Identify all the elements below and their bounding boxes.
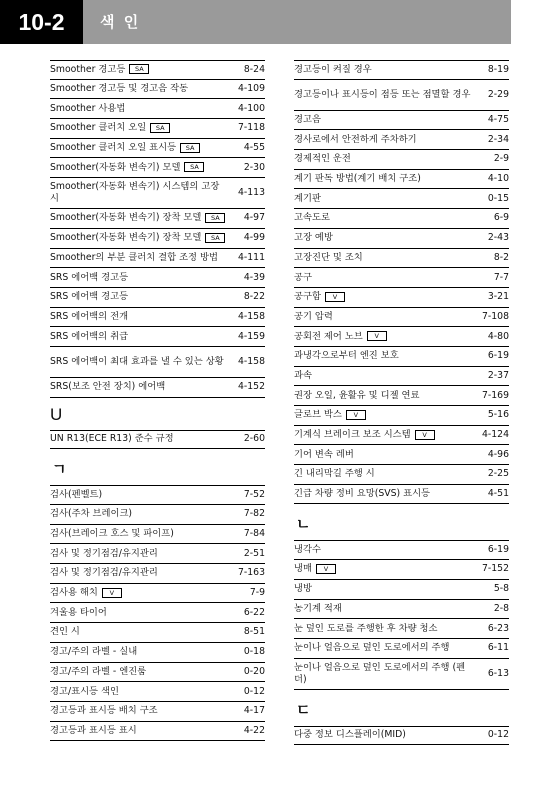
index-entry-page: 4-152 <box>237 381 265 393</box>
index-entry-text: 기계식 브레이크 보조 시스템 <box>294 429 411 441</box>
index-entry-page: 2-51 <box>243 547 265 559</box>
index-entry-text: SRS 에어백 경고등 <box>50 271 129 283</box>
index-entry <box>294 406 509 426</box>
index-column-left <box>50 60 265 741</box>
index-entry <box>50 99 265 119</box>
index-entry-page: 6-22 <box>243 606 265 618</box>
index-entry-text: 글로브 박스 <box>294 409 342 421</box>
index-entry-label <box>50 626 238 638</box>
index-entry-page: 4-99 <box>243 232 265 244</box>
model-tag-badge: V <box>102 588 122 598</box>
index-entry <box>294 150 509 170</box>
index-entry <box>294 327 509 347</box>
index-entry <box>294 600 509 620</box>
index-entry <box>50 702 265 722</box>
index-entry-text: 권장 오일, 윤활유 및 디젤 연료 <box>294 389 420 401</box>
index-entry-page: 2-30 <box>243 161 265 173</box>
index-entry-text: Smoother 경고등 및 경고음 작동 <box>50 83 189 95</box>
index-entry <box>50 378 265 398</box>
index-entry-label <box>294 272 488 284</box>
index-entry-label <box>50 212 238 224</box>
model-tag-badge: SA <box>129 64 149 74</box>
index-entry-page: 7-7 <box>493 271 509 283</box>
index-group <box>294 726 509 746</box>
index-entry-page: 4-159 <box>237 330 265 342</box>
model-tag-badge: V <box>415 430 435 440</box>
index-entry-page: 8-2 <box>493 251 509 263</box>
index-entry <box>294 560 509 580</box>
index-entry-label <box>50 705 238 717</box>
index-entry-text: Smoother 클러치 오일 <box>50 122 147 134</box>
index-entry <box>294 639 509 659</box>
index-entry-label <box>294 114 482 126</box>
index-entry-label <box>294 212 488 224</box>
index-entry-page: 6-19 <box>487 350 509 362</box>
index-entry-label <box>294 193 482 205</box>
model-tag-badge: SA <box>184 162 204 172</box>
index-entry-label <box>294 311 476 323</box>
index-entry-label <box>50 567 232 579</box>
index-entry-label <box>294 729 482 741</box>
index-entry <box>50 229 265 249</box>
index-entry-text: 농기계 적재 <box>294 602 342 614</box>
index-entry-label <box>50 686 238 698</box>
index-entry <box>50 158 265 178</box>
index-group <box>50 485 265 741</box>
page-title: 색 인 <box>100 13 141 31</box>
index-entry-text: Smoother(자동화 변속기) 장착 모델 <box>50 212 202 224</box>
index-entry-page: 4-111 <box>237 251 265 263</box>
index-entry-page: 8-19 <box>487 63 509 75</box>
model-tag-badge: SA <box>150 123 170 133</box>
index-entry <box>294 170 509 190</box>
index-entry-text: 냉매 <box>294 563 312 575</box>
index-entry-page: 4-51 <box>487 488 509 500</box>
index-entry-label <box>50 331 232 343</box>
index-entry <box>294 619 509 639</box>
index-entry <box>294 209 509 229</box>
index-entry-text: 눈이나 얼음으로 덮인 도로에서의 주행 (펜더) <box>294 661 466 685</box>
index-entry-label <box>294 449 482 461</box>
index-entry <box>294 249 509 269</box>
index-entry <box>294 386 509 406</box>
index-entry-label <box>294 603 488 615</box>
index-entry-label <box>294 350 482 362</box>
index-entry <box>294 130 509 150</box>
page-number: 10-2 <box>0 0 83 44</box>
index-entry-page: 4-158 <box>237 310 265 322</box>
index-entry-text: 검사(브레이크 호스 및 파이프) <box>50 528 174 540</box>
index-entry-text: 공구 <box>294 271 312 283</box>
index-entry-label <box>50 356 232 368</box>
model-tag-badge: SA <box>180 143 200 153</box>
index-entry-text: 경고/주의 라벨 - 실내 <box>50 646 138 658</box>
section-heading-nieun: ㄴ <box>296 516 311 534</box>
index-entry <box>50 288 265 308</box>
index-entry-label <box>294 642 482 654</box>
index-entry-text: UN R13(ECE R13) 준수 규정 <box>50 433 174 445</box>
index-entry <box>294 659 509 690</box>
index-entry-label <box>294 64 482 76</box>
index-entry-text: Smoother(자동화 변속기) 모델 <box>50 161 181 173</box>
index-entry-page: 2-37 <box>487 369 509 381</box>
index-entry <box>50 603 265 623</box>
index-group <box>294 540 509 689</box>
index-entry-text: 과냉각으로부터 엔진 보호 <box>294 350 399 362</box>
index-entry-label <box>50 252 232 264</box>
index-entry-page: 6-9 <box>493 212 509 224</box>
index-entry-label <box>294 583 488 595</box>
index-entry-text: 경고음 <box>294 114 321 126</box>
index-entry <box>294 80 509 111</box>
index-entry-page: 4-124 <box>481 429 509 441</box>
index-entry-text: 눈이나 얼음으로 덮인 도로에서의 주행 <box>294 642 450 654</box>
index-entry <box>50 60 265 80</box>
index-entry-label <box>50 291 238 303</box>
index-entry-page: 4-100 <box>237 102 265 114</box>
index-entry-page: 0-20 <box>243 665 265 677</box>
index-entry-text: 냉방 <box>294 583 312 595</box>
index-entry-label <box>50 181 232 205</box>
index-entry-text: Smoother의 부분 클러치 결합 조정 방법 <box>50 251 218 263</box>
index-entry-page: 5-16 <box>487 409 509 421</box>
index-entry <box>50 722 265 742</box>
index-entry-text: 고속도로 <box>294 212 330 224</box>
index-entry-label <box>50 725 238 737</box>
index-entry-page: 2-29 <box>487 88 509 100</box>
index-entry-text: 경제적인 운전 <box>294 153 351 165</box>
index-entry-page: 4-75 <box>487 114 509 126</box>
index-entry-page: 4-39 <box>243 271 265 283</box>
index-entry-text: SRS(보조 안전 장치) 에어백 <box>50 381 166 393</box>
index-entry-text: SRS 에어백의 취급 <box>50 330 129 342</box>
index-entry-label <box>50 103 232 115</box>
index-entry-page: 0-12 <box>487 729 509 741</box>
index-entry-text: 냉각수 <box>294 544 321 556</box>
index-entry-page: 4-96 <box>487 448 509 460</box>
index-entry <box>50 505 265 525</box>
index-entry-text: 경고등이 켜질 경우 <box>294 63 372 75</box>
index-entry-page: 2-60 <box>243 433 265 445</box>
index-entry <box>294 229 509 249</box>
index-entry-text: 경고/주의 라벨 - 엔진룸 <box>50 665 147 677</box>
index-entry-page: 6-13 <box>487 667 509 679</box>
index-entry-text: 공회전 제어 노브 <box>294 330 363 342</box>
index-entry-label <box>50 548 238 560</box>
index-entry-text: Smoother 클러치 오일 표시등 <box>50 142 177 154</box>
index-entry <box>50 80 265 100</box>
index-entry-page: 7-118 <box>237 122 265 134</box>
index-entry-page: 4-22 <box>243 724 265 736</box>
index-entry-page: 7-152 <box>481 563 509 575</box>
index-entry-text: 검사(주차 브레이크) <box>50 508 133 520</box>
index-entry-label <box>294 370 482 382</box>
index-entry-label <box>294 173 482 185</box>
index-entry-text: Smoother 사용법 <box>50 102 126 114</box>
index-entry-label <box>294 662 482 686</box>
index-entry-page: 3-21 <box>487 291 509 303</box>
index-entry-label <box>294 409 482 421</box>
index-entry <box>50 209 265 229</box>
index-entry-text: 검사용 해치 <box>50 587 98 599</box>
index-entry-label <box>294 429 476 441</box>
index-entry <box>50 584 265 604</box>
index-entry <box>294 60 509 80</box>
index-entry-page: 7-52 <box>243 489 265 501</box>
index-entry-label <box>294 153 488 165</box>
index-entry-page: 6-19 <box>487 544 509 556</box>
index-entry-label <box>294 623 482 635</box>
index-entry-label <box>294 252 488 264</box>
index-group <box>294 60 509 504</box>
index-entry-label <box>50 646 238 658</box>
index-entry-page: 4-80 <box>487 330 509 342</box>
index-entry-page: 6-11 <box>487 642 509 654</box>
index-entry <box>50 178 265 209</box>
model-tag-badge: SA <box>205 213 225 223</box>
index-entry-label <box>50 232 238 244</box>
index-entry-page: 7-108 <box>481 310 509 322</box>
index-entry-label <box>50 666 238 678</box>
index-entry <box>294 426 509 446</box>
index-entry-label <box>294 331 482 343</box>
index-entry <box>294 540 509 560</box>
index-entry <box>50 544 265 564</box>
index-entry-page: 4-113 <box>237 187 265 199</box>
index-entry-page: 5-8 <box>493 583 509 595</box>
index-entry-label <box>294 488 482 500</box>
index-column-right <box>294 60 509 745</box>
index-entry-label <box>294 390 476 402</box>
index-group <box>50 60 265 398</box>
index-entry <box>294 580 509 600</box>
index-entry-label <box>294 544 482 556</box>
index-entry-page: 6-23 <box>487 622 509 634</box>
index-entry-text: 긴급 차량 정비 요망(SVS) 표시등 <box>294 488 431 500</box>
index-entry-text: 검사 및 정기점검/유지관리 <box>50 547 158 559</box>
index-entry <box>50 564 265 584</box>
index-entry-text: 고장 예방 <box>294 232 333 244</box>
index-entry <box>50 249 265 269</box>
index-entry-page: 8-24 <box>243 63 265 75</box>
index-entry-text: 겨울용 타이어 <box>50 606 107 618</box>
index-entry-text: 경고등과 표시등 배치 구조 <box>50 705 158 717</box>
index-entry-text: 고장진단 및 조치 <box>294 251 363 263</box>
model-tag-badge: V <box>325 292 345 302</box>
index-entry <box>50 308 265 328</box>
index-entry-page: 2-9 <box>493 153 509 165</box>
index-entry-page: 4-10 <box>487 173 509 185</box>
index-entry-label <box>294 563 476 575</box>
index-entry-label <box>50 311 232 323</box>
index-entry <box>50 663 265 683</box>
index-entry <box>50 623 265 643</box>
index-entry-label <box>50 381 232 393</box>
index-entry <box>50 268 265 288</box>
index-entry-label <box>294 291 482 303</box>
index-entry-page: 4-109 <box>237 83 265 95</box>
index-entry-text: Smoother(자동화 변속기) 시스템의 고장 시 <box>50 181 220 205</box>
index-entry-label <box>294 232 482 244</box>
index-entry-label <box>50 83 232 95</box>
index-entry-text: 계기 판독 방법(계기 배치 구조) <box>294 173 421 185</box>
index-entry-text: 공기 압력 <box>294 310 333 322</box>
index-entry <box>50 327 265 347</box>
index-entry-label <box>50 489 238 501</box>
index-entry <box>294 726 509 746</box>
index-entry <box>50 485 265 505</box>
index-entry-label <box>50 607 238 619</box>
index-entry-text: 공구함 <box>294 291 321 303</box>
index-entry-text: SRS 에어백 경고등 <box>50 291 129 303</box>
index-entry <box>294 347 509 367</box>
index-entry-label <box>50 433 238 445</box>
index-entry <box>294 111 509 131</box>
index-entry-text: 검사 및 정기점검/유지관리 <box>50 567 158 579</box>
index-entry-label <box>50 272 238 284</box>
index-entry <box>294 288 509 308</box>
index-entry-text: Smoother(자동화 변속기) 장착 모델 <box>50 232 202 244</box>
model-tag-badge: SA <box>205 233 225 243</box>
index-entry-page: 2-25 <box>487 468 509 480</box>
index-entry-text: 경고/표시등 색인 <box>50 685 119 697</box>
page-header <box>0 0 511 44</box>
index-entry-text: 과속 <box>294 369 312 381</box>
index-entry-label <box>50 64 238 76</box>
index-entry-page: 2-8 <box>493 602 509 614</box>
index-entry-text: Smoother 경고등 <box>50 63 126 75</box>
index-entry-page: 0-18 <box>243 646 265 658</box>
index-entry-label <box>50 122 232 134</box>
index-entry-text: SRS 에어백이 최대 효과를 낼 수 있는 상황 <box>50 355 224 367</box>
section-heading-digeut: ㄷ <box>296 701 311 719</box>
index-entry <box>50 525 265 545</box>
index-entry-label <box>50 528 238 540</box>
index-entry-text: 경사로에서 안전하게 주차하기 <box>294 133 417 145</box>
index-entry-page: 8-51 <box>243 626 265 638</box>
index-entry <box>50 119 265 139</box>
index-entry <box>50 430 265 450</box>
model-tag-badge: V <box>346 410 366 420</box>
index-entry-page: 2-43 <box>487 232 509 244</box>
index-entry-label <box>294 89 482 101</box>
index-entry-text: 견인 시 <box>50 626 80 638</box>
index-entry-label <box>50 508 238 520</box>
index-entry-text: SRS 에어백의 전개 <box>50 310 129 322</box>
index-entry <box>294 189 509 209</box>
index-entry <box>50 139 265 159</box>
index-entry <box>294 367 509 387</box>
index-entry-text: 검사(펜벨트) <box>50 489 103 501</box>
index-entry-text: 다중 정보 디스플레이(MID) <box>294 729 406 741</box>
index-entry-text: 기어 변속 레버 <box>294 448 354 460</box>
index-entry <box>294 268 509 288</box>
index-entry-label <box>294 134 482 146</box>
index-entry <box>294 308 509 328</box>
model-tag-badge: V <box>367 331 387 341</box>
index-entry-label <box>294 468 482 480</box>
index-entry <box>50 347 265 378</box>
index-entry <box>294 485 509 505</box>
index-entry-page: 7-163 <box>237 567 265 579</box>
index-entry-text: 긴 내리막길 주행 시 <box>294 468 375 480</box>
index-entry-page: 7-82 <box>243 508 265 520</box>
index-entry-page: 7-9 <box>249 587 265 599</box>
section-heading-giyeok: ㄱ <box>52 461 67 479</box>
index-entry-page: 0-12 <box>243 685 265 697</box>
index-entry-label <box>50 142 238 154</box>
index-entry-page: 4-17 <box>243 705 265 717</box>
index-entry-text: 경고등이나 표시등이 점등 또는 점멸할 경우 <box>294 88 471 100</box>
index-entry-page: 7-84 <box>243 528 265 540</box>
index-entry <box>294 465 509 485</box>
index-entry-page: 0-15 <box>487 192 509 204</box>
index-entry-page: 4-97 <box>243 212 265 224</box>
model-tag-badge: V <box>316 564 336 574</box>
section-heading-u: U <box>50 404 63 424</box>
index-entry-page: 4-55 <box>243 142 265 154</box>
index-entry <box>50 682 265 702</box>
index-entry-page: 7-169 <box>481 389 509 401</box>
index-entry-label <box>50 587 244 599</box>
index-entry-text: 눈 덮인 도로를 주행한 후 차량 청소 <box>294 622 438 634</box>
index-entry-page: 4-158 <box>237 355 265 367</box>
index-entry-page: 2-34 <box>487 133 509 145</box>
index-entry-page: 8-22 <box>243 291 265 303</box>
index-entry-label <box>50 162 238 174</box>
index-entry <box>294 445 509 465</box>
index-group <box>50 430 265 450</box>
index-entry-text: 계기판 <box>294 192 321 204</box>
index-entry-text: 경고등과 표시등 표시 <box>50 724 137 736</box>
index-entry <box>50 643 265 663</box>
